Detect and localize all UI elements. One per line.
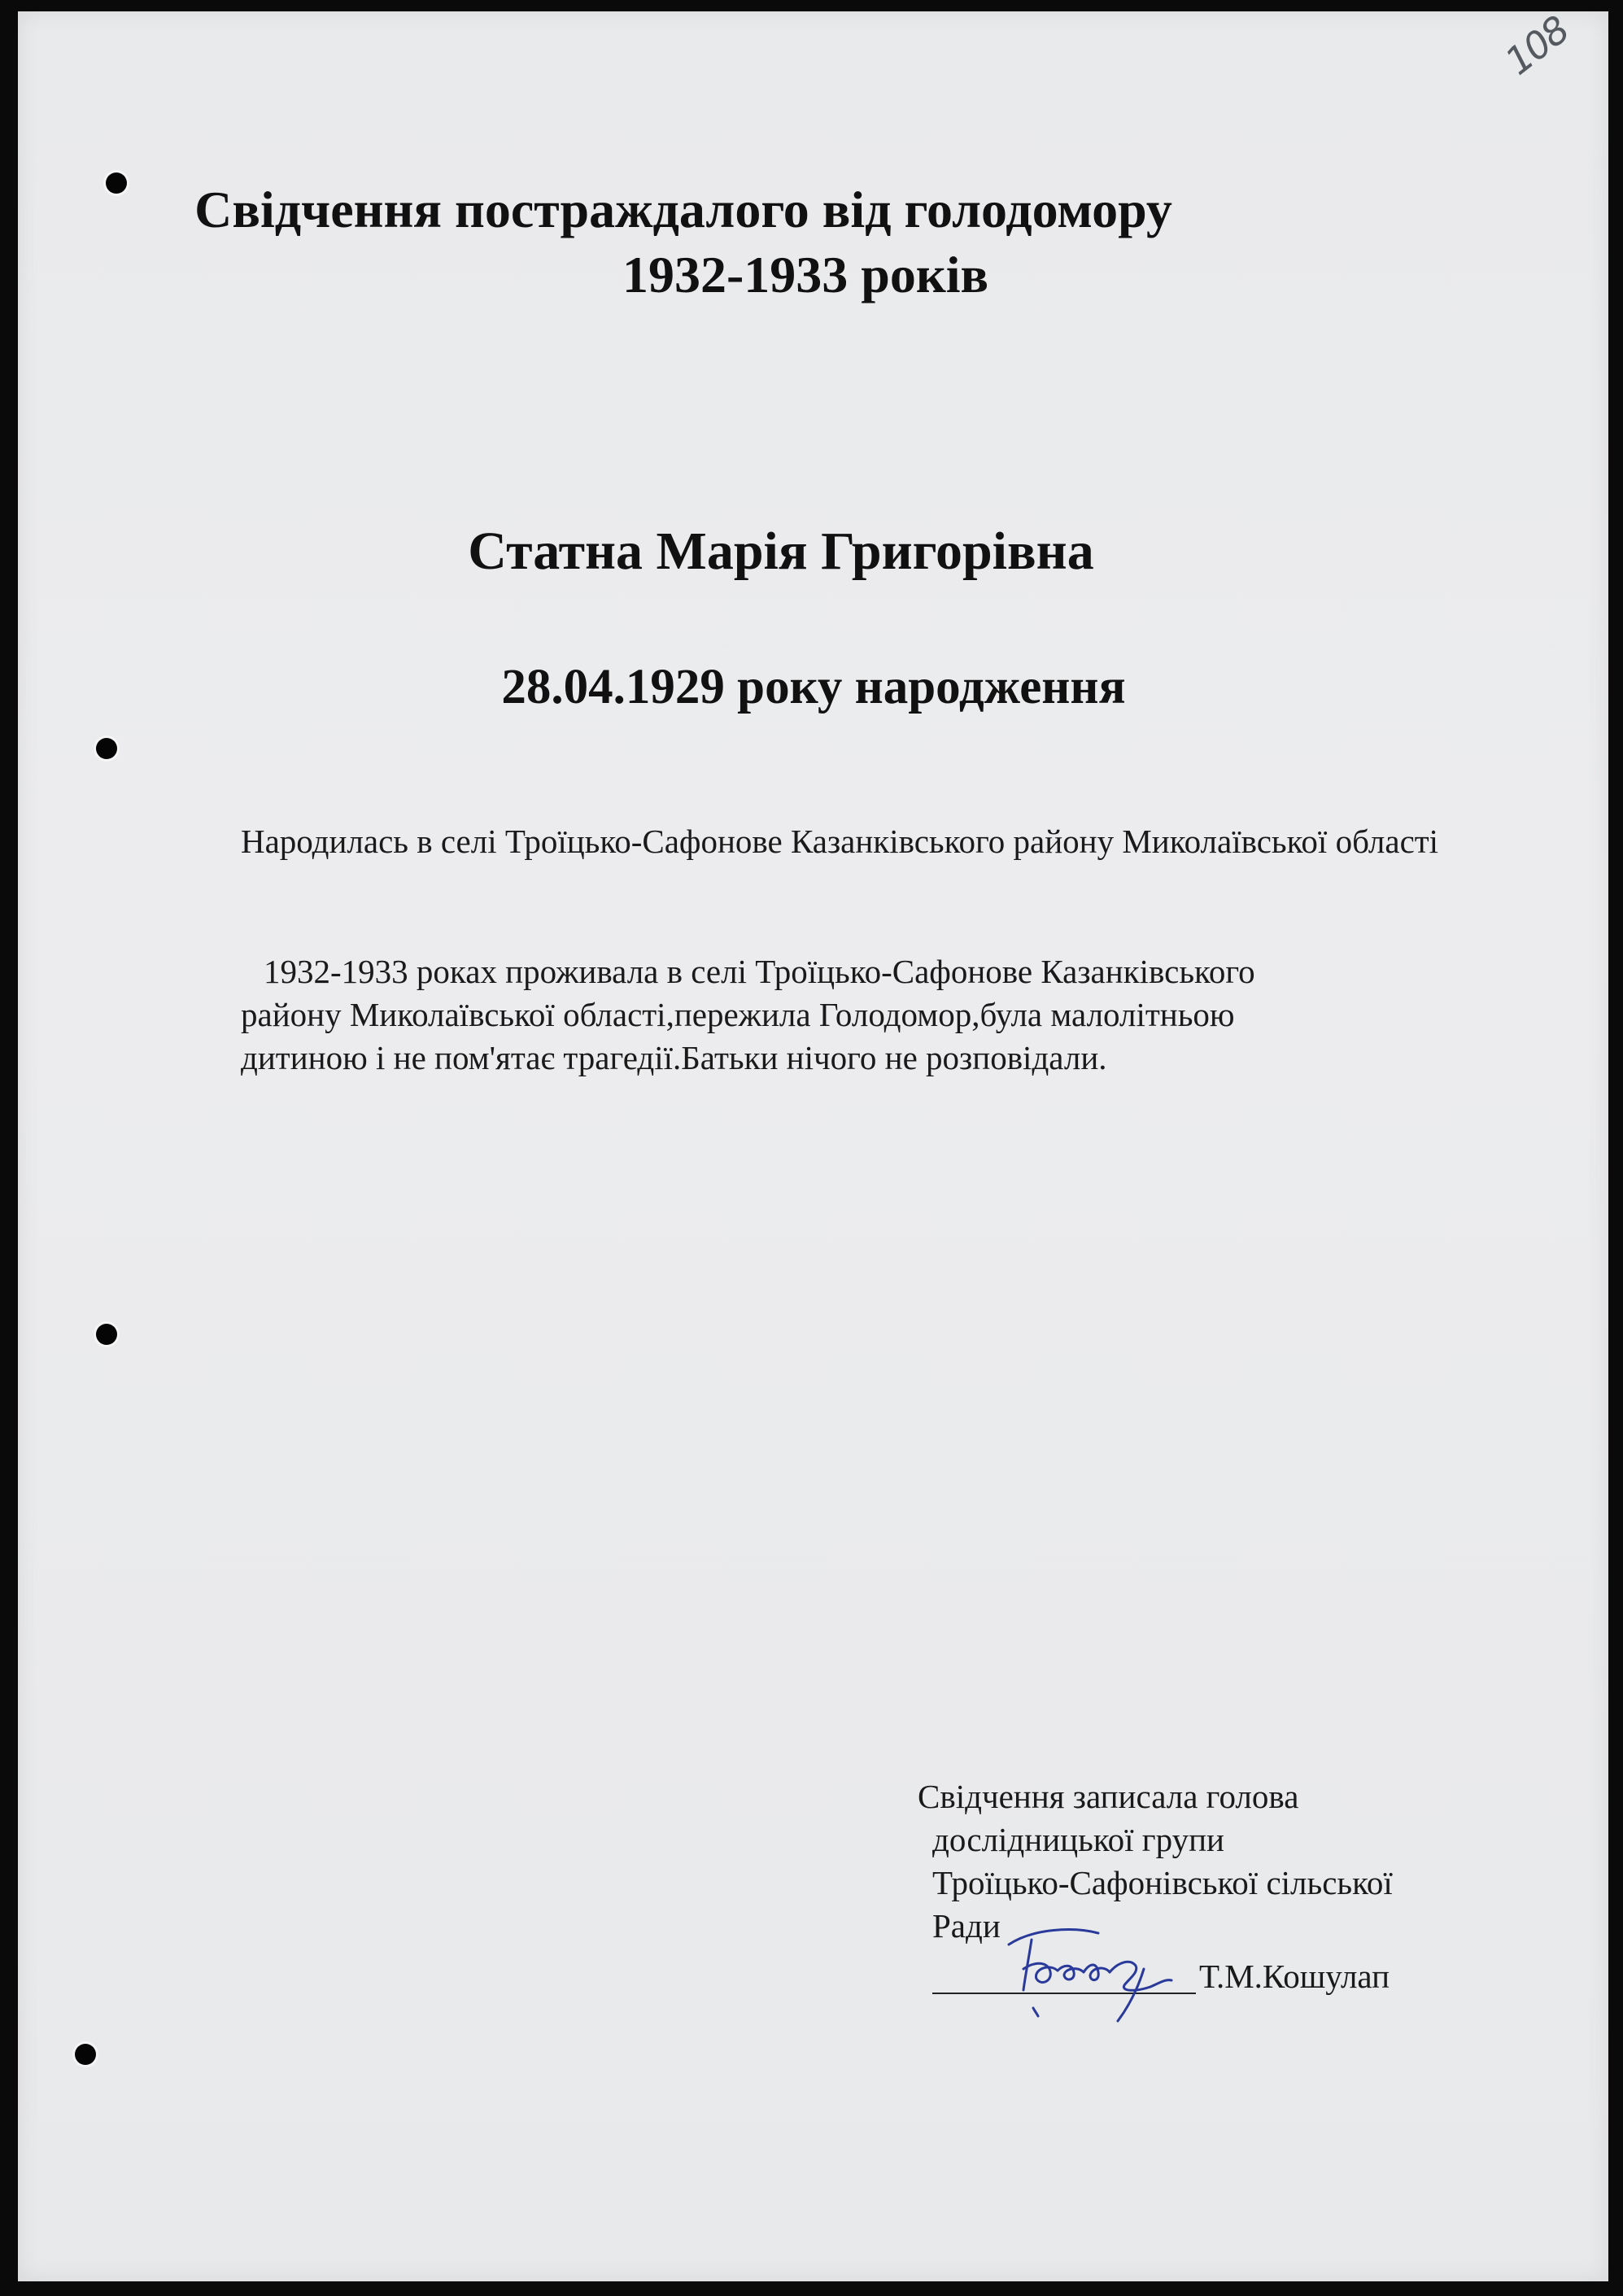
witness-name: Статна Марія Григорівна: [468, 522, 1094, 581]
recorder-line-1: Свідчення записала голова: [918, 1778, 1299, 1815]
testimony-line-3: дитиною і не пом'ятає трагедії.Батьки нічого не розповідали.: [241, 1039, 1107, 1076]
document-title: [146, 177, 1318, 308]
archive-page-number: 108: [1497, 7, 1577, 84]
title-line-1: Свідчення постраждалого від голодомору: [194, 181, 1172, 238]
birth-date: 28.04.1929 року народження: [501, 660, 1126, 714]
recorder-line-2: дослідницької групи: [932, 1821, 1224, 1858]
testimony-paragraph: [241, 950, 1510, 1080]
testimony-line-1: 1932-1933 роках проживала в селі Троїцько-Сафонове Казанківського: [264, 953, 1255, 990]
recorder-line-4: Ради: [932, 1907, 1001, 1945]
birthplace-paragraph: Народилась в селі Троїцько-Сафонове Казанківського району Миколаївської області: [241, 823, 1439, 860]
punch-hole-3: [96, 1324, 117, 1345]
title-line-2: 1932-1933 років: [622, 246, 989, 303]
punch-hole-1: [106, 172, 127, 194]
signer-name: Т.М.Кошулап: [1199, 1958, 1390, 1995]
punch-hole-2: [96, 738, 117, 759]
punch-hole-4: [75, 2044, 96, 2065]
testimony-line-2: району Миколаївської області,пережила Голодомор,була малолітньою: [241, 996, 1235, 1033]
handwritten-signature: [976, 1912, 1212, 2026]
recorder-line-3: Троїцько-Сафонівської сільської: [932, 1864, 1393, 1901]
